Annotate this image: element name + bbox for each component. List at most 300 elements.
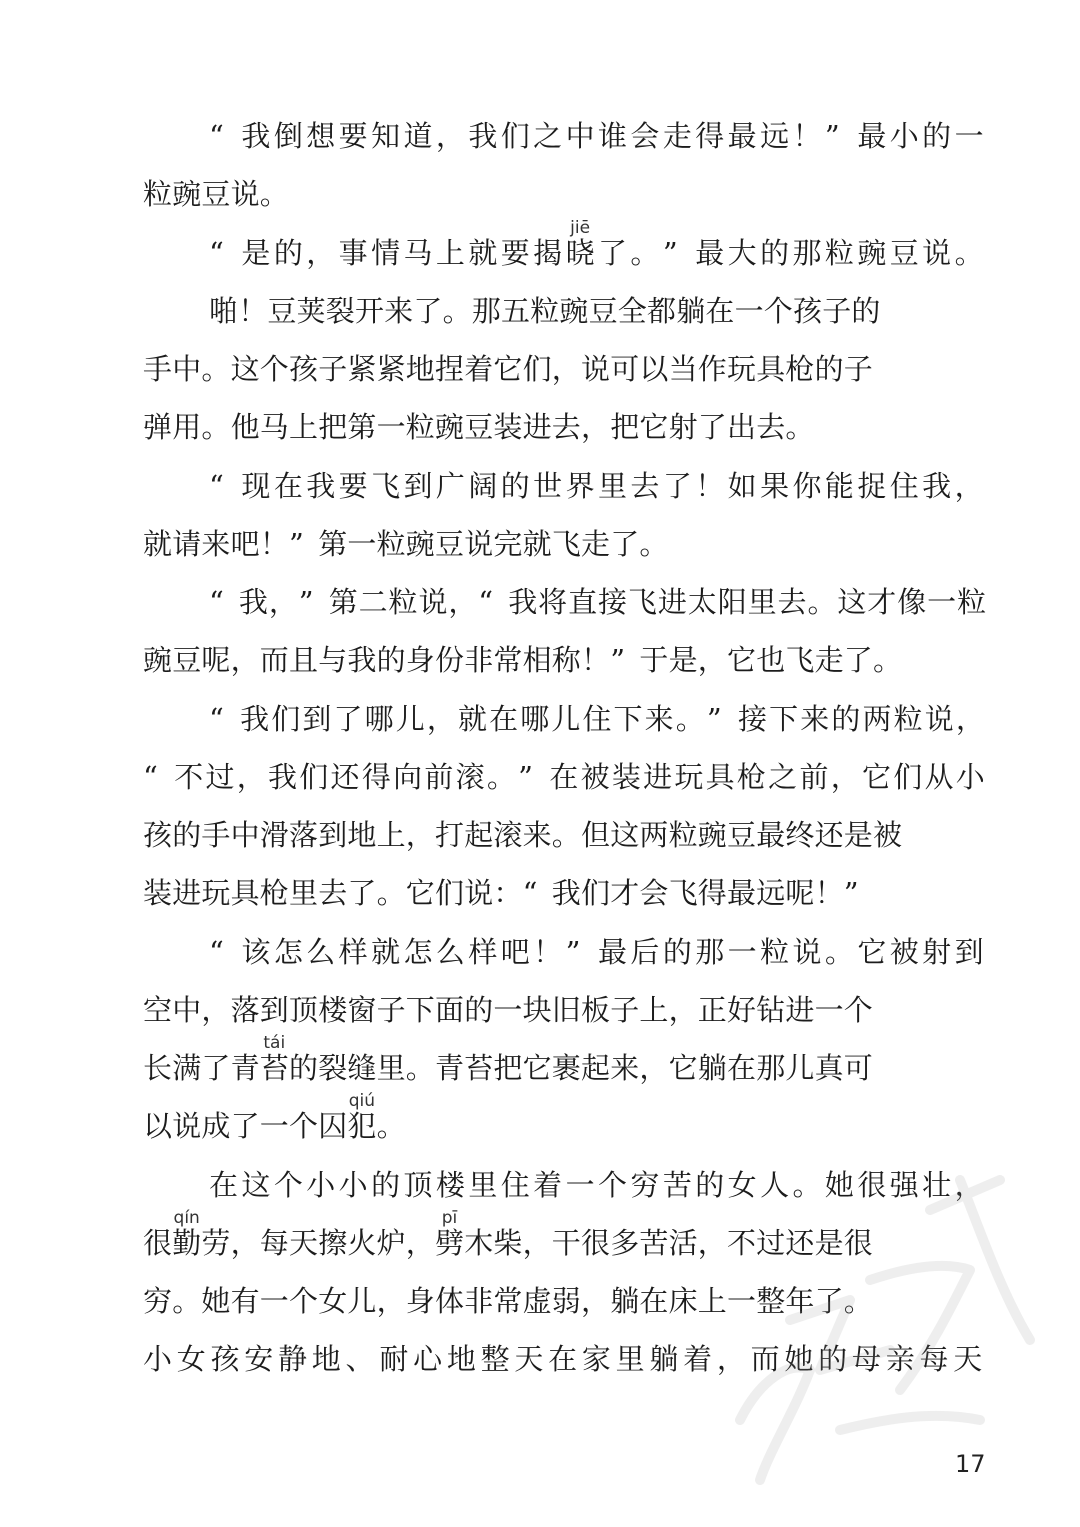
text-char: 中 (230, 818, 260, 852)
text-char: 苔 (464, 1051, 494, 1085)
text-char: 玩 (674, 759, 704, 794)
text-char: 最 (756, 818, 786, 852)
text-char: ， (955, 701, 985, 736)
text-char: 长 (143, 1051, 173, 1085)
text-char: 天 (514, 1342, 544, 1377)
text-char: 每 (919, 1342, 949, 1377)
text-char: ， (306, 235, 336, 270)
text-char: 说 (464, 876, 494, 911)
text-char: 去 (777, 585, 807, 619)
text-char: 的 (371, 1167, 401, 1202)
text-char: 它 (727, 643, 757, 678)
text-line (0, 224, 1080, 282)
text-char: 弱 (551, 1284, 581, 1318)
text-char: 耐 (379, 1342, 409, 1377)
text-char: 好 (727, 992, 757, 1027)
text-char: 射 (922, 934, 952, 969)
text-char: 来 (610, 1051, 640, 1085)
text-char: ” (843, 876, 859, 911)
text-char: ” (706, 701, 722, 736)
text-char: 一 (727, 934, 757, 969)
text-char: 豆 (727, 818, 757, 852)
text-char: 前 (799, 759, 829, 794)
text-line (0, 690, 1080, 748)
text-char: 我 (468, 119, 498, 153)
text-char: 当 (668, 352, 698, 386)
pinyin-annotation: jiē (570, 217, 591, 238)
text-char: ， (716, 1342, 746, 1377)
text-char: ！ (581, 643, 611, 678)
text-char: 那 (695, 934, 725, 969)
text-char: 现 (241, 468, 271, 503)
text-char: “ (209, 468, 224, 503)
text-char: 完 (493, 526, 523, 561)
text-char: 多 (610, 1225, 640, 1260)
text-line (0, 864, 1080, 922)
text-char: 躺 (649, 1342, 679, 1377)
text-char: 一 (814, 992, 844, 1027)
text-char: ！ (695, 468, 725, 503)
text-char: 天 (953, 1342, 983, 1377)
text-char: 豆 (889, 235, 919, 270)
text-char: 很 (581, 1225, 611, 1260)
text-char: 楼 (435, 1167, 465, 1202)
text-char: 还 (330, 759, 360, 794)
text-char: 孩 (143, 818, 173, 852)
text-char: 里 (468, 1167, 498, 1202)
text-char: 的 (922, 119, 952, 153)
text-char: 豆 (588, 293, 618, 328)
text-char: 一 (734, 293, 764, 328)
text-char: ， (236, 759, 266, 794)
text-char: 粒 (376, 526, 406, 561)
text-char: 说 (922, 235, 952, 270)
text-char: 就 (143, 526, 173, 561)
text-char: 一 (493, 992, 523, 1027)
text-char: 缝 (347, 1051, 377, 1085)
text-char: 去 (756, 410, 786, 445)
text-char: 的 (818, 1342, 848, 1377)
text-char: 子 (843, 352, 873, 386)
text-char: 我 (922, 468, 952, 503)
text-char: 粒 (143, 177, 173, 212)
text-char: 板 (581, 992, 611, 1027)
text-char: ， (830, 759, 860, 794)
text-char: 。 (442, 293, 472, 328)
text-char: 在 (548, 1342, 578, 1377)
text-char: 活 (668, 1225, 698, 1260)
text-char: ， (201, 992, 231, 1027)
text-char: 二 (358, 585, 388, 619)
text-char: 进 (643, 759, 673, 794)
text-char: 。 (630, 235, 660, 270)
text-char: 的 (760, 235, 790, 270)
text-char: 一 (565, 1167, 595, 1202)
text-char: 可 (610, 352, 640, 386)
text-char: 它 (639, 410, 669, 445)
text-char: 说 (418, 585, 448, 619)
text-char: 粒 (388, 585, 418, 619)
text-char: 说 (172, 1109, 202, 1144)
text-char: 了 (230, 1109, 260, 1144)
text-char: 豌 (405, 526, 435, 561)
text-char: 是 (843, 818, 873, 852)
text-char: 飞 (785, 643, 815, 678)
text-char: 小 (955, 759, 985, 794)
text-char: 的 (273, 235, 303, 270)
text-line (0, 806, 1080, 864)
text-char: 苔 (259, 1051, 289, 1085)
text-char: 起 (464, 818, 494, 852)
text-char: 的 (662, 934, 692, 969)
text-char: 装 (611, 759, 641, 794)
text-line (0, 631, 1080, 689)
text-char: 。 (954, 235, 984, 270)
text-char: 身 (405, 643, 435, 678)
text-char: 要 (500, 235, 530, 270)
text-char: 来 (644, 701, 674, 736)
text-char: 广 (435, 468, 465, 503)
text-char: 进 (172, 876, 202, 911)
text-char: 且 (289, 643, 319, 678)
text-char: 儿 (395, 701, 425, 736)
text-char: 在 (639, 1284, 669, 1318)
text-char: 豌 (857, 235, 887, 270)
text-char: 。 (259, 177, 289, 212)
text-char: 豆 (172, 643, 202, 678)
text-char: 的 (851, 293, 881, 328)
text-char: 最 (857, 119, 887, 153)
text-char: 下 (769, 701, 799, 736)
text-char: 虚 (522, 1284, 552, 1318)
text-char: 事 (338, 235, 368, 270)
text-char: 像 (897, 585, 927, 619)
text-line (0, 1039, 1080, 1097)
text-char: 去 (318, 876, 348, 911)
text-char: 成 (201, 1109, 231, 1144)
text-line (0, 282, 1080, 340)
text-char: 炉 (376, 1225, 406, 1260)
text-char: 玩 (201, 876, 231, 911)
text-char: 过 (205, 759, 235, 794)
text-char: 来 (384, 293, 414, 328)
text-char: 之 (533, 119, 563, 153)
text-char: 也 (756, 643, 786, 678)
text-char: 地 (405, 352, 435, 386)
text-char: 远 (760, 119, 790, 153)
text-char: 们 (522, 352, 552, 386)
text-char: 犯 (347, 1109, 377, 1144)
text-char: 的 (376, 643, 406, 678)
text-char: 女 (318, 1284, 348, 1318)
text-char: 第 (318, 526, 348, 561)
text-char: 粒 (760, 934, 790, 969)
text-char: 最 (598, 934, 628, 969)
text-char: 劳 (201, 1225, 231, 1260)
text-char: 出 (727, 410, 757, 445)
text-char: 我 (268, 759, 298, 794)
text-char: 那 (756, 1051, 786, 1085)
text-char: 了 (843, 643, 873, 678)
text-line (0, 165, 1080, 223)
text-char: 会 (630, 119, 660, 153)
text-char: 飞 (551, 526, 581, 561)
text-char: 个 (289, 1284, 319, 1318)
text-char: 豆 (435, 526, 465, 561)
text-char: 捉 (857, 468, 887, 503)
text-char: 来 (201, 526, 231, 561)
text-char: 来 (522, 818, 552, 852)
text-char: 的 (289, 1051, 319, 1085)
text-char: 就 (371, 934, 401, 969)
text-char: 枪 (259, 876, 289, 911)
text-char: 接 (598, 585, 628, 619)
text-char: 体 (435, 1284, 465, 1318)
text-char: 孩 (289, 352, 319, 386)
text-char: 去 (551, 410, 581, 445)
text-char: 把 (493, 1051, 523, 1085)
text-char: 青 (230, 1051, 260, 1085)
text-char: 苦 (639, 1225, 669, 1260)
text-char: 最 (727, 876, 757, 911)
text-char: 里 (289, 876, 319, 911)
text-char: 、 (345, 1342, 375, 1377)
text-char: ： (493, 876, 523, 911)
text-char: 呢 (201, 643, 231, 678)
text-char: 进 (657, 585, 687, 619)
text-char: 哪 (364, 701, 394, 736)
text-char: 子 (610, 992, 640, 1027)
text-char: 子 (318, 352, 348, 386)
text-char: 才 (867, 585, 897, 619)
text-char: 。 (551, 818, 581, 852)
text-char: 如 (727, 468, 757, 503)
text-char: 我 (508, 585, 538, 619)
text-char: 豌 (435, 410, 465, 445)
text-line (0, 981, 1080, 1039)
text-char: 到 (954, 934, 984, 969)
text-char: ！ (259, 526, 289, 561)
text-char: 每 (259, 1225, 289, 1260)
text-char: 样 (338, 934, 368, 969)
text-line (0, 457, 1080, 515)
page-number: 17 (955, 1450, 986, 1478)
text-char: 粒 (405, 410, 435, 445)
text-char: 天 (289, 1225, 319, 1260)
text-char: 滚 (455, 759, 485, 794)
text-char: 怎 (273, 934, 303, 969)
text-char: 知 (371, 119, 401, 153)
text-char: 我 (240, 701, 270, 736)
text-char: 常 (493, 1284, 523, 1318)
text-char: 马 (259, 410, 289, 445)
text-char: 躺 (610, 1284, 640, 1318)
text-char: 来 (800, 701, 830, 736)
text-char: 块 (522, 992, 552, 1027)
text-char: 住 (500, 1167, 530, 1202)
text-char: 装 (143, 876, 173, 911)
text-line (0, 573, 1080, 631)
text-char: 有 (230, 1284, 260, 1318)
text-char: 我 (551, 876, 581, 911)
text-char: 果 (760, 468, 790, 503)
text-char: 个 (259, 352, 289, 386)
text-char: ” (565, 934, 581, 969)
text-char: 粒 (957, 585, 987, 619)
text-char: 倒 (273, 119, 303, 153)
text-char: 直 (568, 585, 598, 619)
text-char: 个 (273, 1167, 303, 1202)
text-char: 女 (176, 1342, 206, 1377)
text-char: 么 (435, 934, 465, 969)
text-char: 具 (230, 876, 260, 911)
text-char: 是 (241, 235, 271, 270)
text-line (0, 923, 1080, 981)
pinyin-annotation: tái (263, 1033, 286, 1053)
text-char: ， (668, 992, 698, 1027)
text-char: 上 (376, 818, 406, 852)
text-char: 谁 (598, 119, 628, 153)
text-char: 才 (610, 876, 640, 911)
text-char: 里 (615, 1342, 645, 1377)
text-char: 安 (244, 1342, 274, 1377)
text-char: 。 (807, 585, 837, 619)
text-char: “ (143, 759, 158, 794)
text-char: 里 (376, 1051, 406, 1085)
text-char: 被 (873, 818, 903, 852)
text-char: 着 (683, 1342, 713, 1377)
text-char: 的 (814, 352, 844, 386)
text-char: 床 (668, 1284, 698, 1318)
text-char: 很 (143, 1225, 173, 1260)
text-char: 粒 (893, 701, 923, 736)
text-char: ， (405, 818, 435, 852)
text-char: 就 (468, 235, 498, 270)
text-char: 该 (241, 934, 271, 969)
text-char: 人 (760, 1167, 790, 1202)
text-char: 枪 (785, 352, 815, 386)
text-char: 了 (814, 1284, 844, 1318)
text-char: 小 (143, 1342, 173, 1377)
text-char: 的 (831, 701, 861, 736)
text-char: 常 (493, 643, 523, 678)
text-char: 揭 (533, 235, 563, 270)
text-line (0, 107, 1080, 165)
text-char: 非 (464, 1284, 494, 1318)
text-char: 我 (347, 643, 377, 678)
text-char: 亲 (885, 1342, 915, 1377)
text-char: 孩 (210, 1342, 240, 1377)
text-char: 面 (435, 992, 465, 1027)
text-char: 要 (338, 119, 368, 153)
text-char: 大 (727, 235, 757, 270)
text-line (0, 748, 1080, 806)
text-char: 走 (814, 643, 844, 678)
text-char: 装 (493, 410, 523, 445)
text-char: 到 (403, 468, 433, 503)
text-char: ， (697, 1225, 727, 1260)
text-char: 最 (695, 235, 725, 270)
text-char: 落 (230, 992, 260, 1027)
text-char: 的 (500, 468, 530, 503)
text-char: 还 (785, 1225, 815, 1260)
text-char: 过 (756, 1225, 786, 1260)
text-char: 手 (201, 818, 231, 852)
text-char: 射 (668, 410, 698, 445)
text-char: 中 (172, 352, 202, 386)
text-char: 钻 (756, 992, 786, 1027)
text-char: 要 (338, 468, 368, 503)
text-char: 具 (705, 759, 735, 794)
text-char: 儿 (347, 1284, 377, 1318)
text-char: 整 (756, 1284, 786, 1318)
text-char: 一 (347, 526, 377, 561)
text-char: 可 (843, 1051, 873, 1085)
text-char: 请 (172, 526, 202, 561)
text-char: 接 (738, 701, 768, 736)
text-line (0, 515, 1080, 573)
text-char: 豆 (267, 293, 297, 328)
text-char: 一 (954, 119, 984, 153)
text-char: ， (551, 352, 581, 386)
text-char: ， (268, 585, 298, 619)
text-char: 走 (662, 119, 692, 153)
text-char: 。 (824, 934, 854, 969)
text-char: 捏 (435, 352, 465, 386)
text-char: ， (230, 1225, 260, 1260)
text-char: 以 (639, 352, 669, 386)
text-char: 把 (318, 410, 348, 445)
text-char: “ (209, 235, 224, 270)
text-char: 它 (493, 352, 523, 386)
text-char: 们 (500, 119, 530, 153)
text-char: 不 (727, 1225, 757, 1260)
text-char: 你 (792, 468, 822, 503)
text-char: 这 (230, 352, 260, 386)
text-char: 一 (376, 410, 406, 445)
text-char: 最 (727, 119, 757, 153)
text-char: 从 (924, 759, 954, 794)
text-char: 里 (747, 585, 777, 619)
text-char: 的 (172, 818, 202, 852)
text-char: 儿 (551, 701, 581, 736)
text-char: 飞 (668, 876, 698, 911)
text-char: ， (639, 1051, 669, 1085)
text-char: 里 (598, 468, 628, 503)
text-char: 了 (333, 701, 363, 736)
text-char: 阳 (717, 585, 747, 619)
text-char: 在 (705, 293, 735, 328)
text-char: 之 (768, 759, 798, 794)
text-char: 个 (843, 992, 873, 1027)
text-char: ” (298, 585, 314, 619)
text-char: 说 (924, 701, 954, 736)
text-char: 一 (259, 1109, 289, 1144)
text-char: 了 (347, 876, 377, 911)
text-char: 地 (311, 1342, 341, 1377)
text-char: 枪 (736, 759, 766, 794)
text-char: 干 (551, 1225, 581, 1260)
text-char: 家 (581, 1342, 611, 1377)
text-char: 去 (630, 468, 660, 503)
text-char: “ (209, 701, 224, 736)
text-char: 了 (201, 1051, 231, 1085)
text-char: 说 (581, 352, 611, 386)
text-char: ” (824, 119, 840, 153)
text-char: 真 (814, 1051, 844, 1085)
text-char: 说 (230, 177, 260, 212)
text-char: 荚 (296, 293, 326, 328)
